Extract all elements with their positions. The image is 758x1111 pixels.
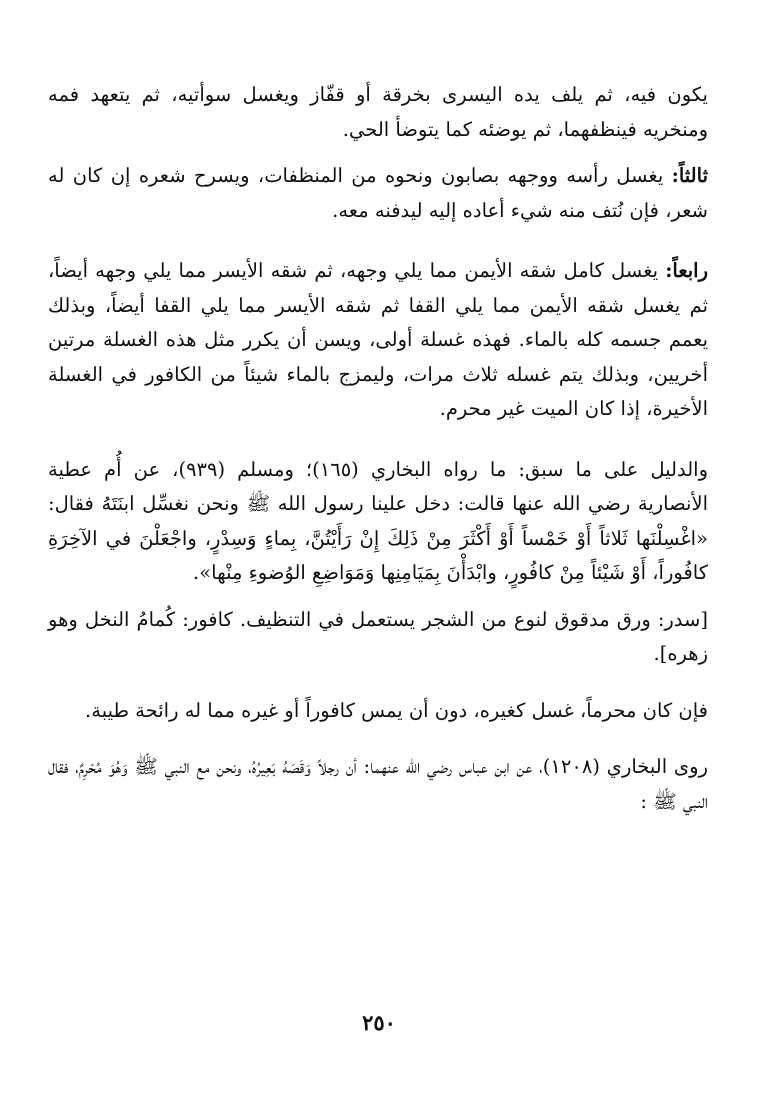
paragraph-washing-private-parts [48, 78, 708, 147]
paragraph-text: يغسل كامل شقه الأيمن مما يلي وجهه، ثم شقه الأيسر مما يلي وجهه أيضاً، ثم يغسل شقه الأيمن مما يلي القفا ثم شقه الأيسر مما يلي القفا أيضاً، وبذلك يعمم جسمه كله بالماء. فهذه غسلة أولى، ويسن أن يكرر مثل هذه الغسلة مرتين أخريين، وبذلك يتم غسله ثلاث مرات، وليمزج بالماء شيئاً من الكافور في الغسلة الأخيرة، إذا كان الميت غير محرم. [48, 259, 708, 420]
paragraph-text: فإن كان محرماً، غسل كغيره، دون أن يمس كافوراً أو غيره مما له رائحة طيبة. [85, 698, 708, 722]
paragraph-text: يكون فيه، ثم يلف يده اليسرى بخرقة أو قفّاز ويغسل سوأتيه، ثم يتعهد فمه ومنخريه فينظفهما، ثم يوضئه كما يتوضأ الحي. [48, 83, 708, 141]
paragraph-text: يغسل رأسه ووجهه بصابون ونحوه من المنظفات، ويسرح شعره إن كان له شعر، فإن نُتف منه شيء أعاده إليه ليدفنه معه. [48, 164, 708, 222]
paragraph-glossary-note [48, 603, 708, 672]
paragraph-text: والدليل على ما سبق: ما رواه البخاري (١٦٥)؛ ومسلم (٩٣٩)، عن أُم عطية الأنصارية رضي الله عنها قالت: دخل علينا رسول الله ﷺ ونحن نغسِّل ابنَتَهُ فقال: «اغْسِلْنَها ثَلاثاً أَوْ خَمْساً أَوْ أَكْثَرَ مِنْ ذَلِكَ إِنْ رَأَيْتُنَّ، بِماءٍ وَسِدْرٍ، واجْعَلْنَ في الآخِرَةِ كافُوراً، أَوْ شَيْئاً مِنْ كافُورٍ، وابْدَأْنَ بِمَيَامِنِها وَمَوَاضِعِ الوُضوءِ مِنْها». [48, 457, 708, 584]
paragraph-muhrim-rule [48, 694, 708, 729]
paragraph-evidence-hadith [48, 453, 708, 591]
paragraph-third-step [48, 159, 708, 228]
paragraph-text: [سدر: ورق مدقوق لنوع من الشجر يستعمل في التنظيف. كافور: كُمامُ النخل وهو زهره]. [48, 607, 708, 665]
paragraph-lead: ثالثاً: [671, 164, 708, 187]
paragraph-lead: رابعاً: [665, 259, 708, 282]
paragraph-bukhari-narration [48, 750, 708, 819]
page-body [48, 78, 708, 819]
paragraph-fourth-step [48, 254, 708, 427]
paragraph-text: روى البخاري (١٢٠٨)، عن ابن عباس رضي الله عنهما: أن رجلاً وَقَصَهُ بَعِيرُهُ، ونحن مع النبي ﷺ وَهُوَ مُحْرِمٌ، فقال النبي ﷺ : [48, 755, 708, 813]
page-number: ٢٥٠ [362, 1010, 396, 1035]
